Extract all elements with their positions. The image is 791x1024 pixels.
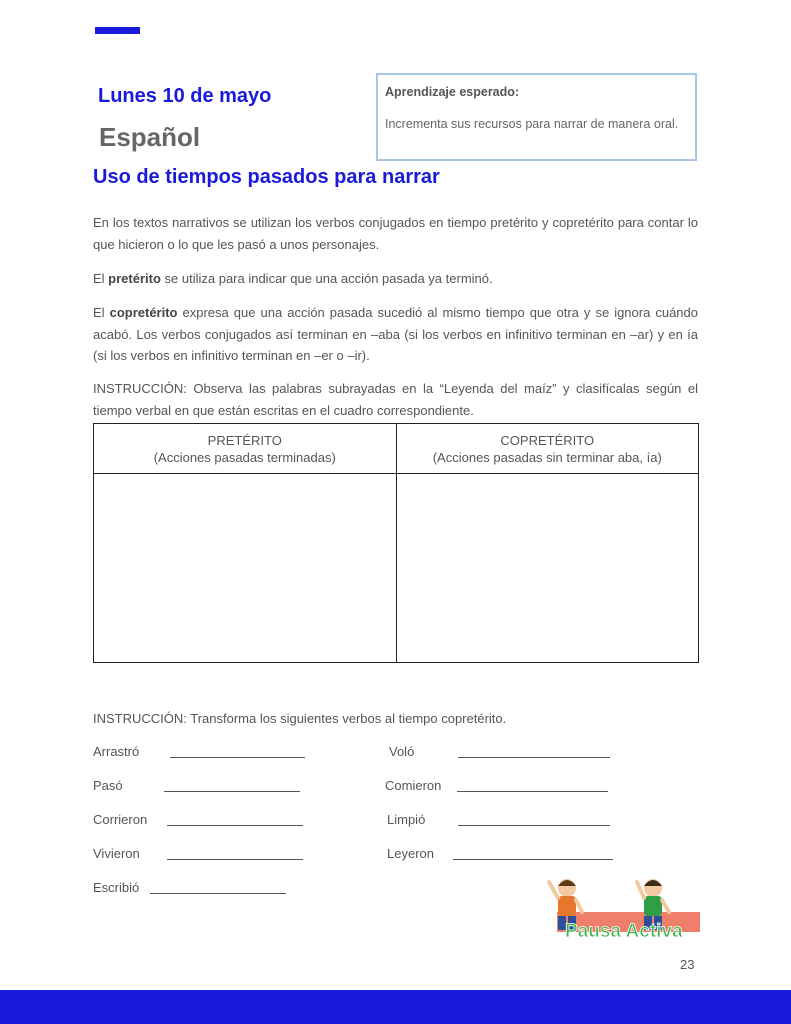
verb-label: Escribió xyxy=(93,880,140,895)
pausa-activa-image xyxy=(545,872,700,942)
pausa-activa-label: Pausa Activa xyxy=(565,921,683,942)
preterito-definition: se utiliza para indicar que una acción pasada ya terminó. xyxy=(160,271,493,286)
intro-paragraph: En los textos narrativos se utilizan los verbos conjugados en tiempo pretérito y copretérito para contar lo que hicieron o lo que les pasó a unos personajes. xyxy=(93,215,698,252)
verb-label: Arrastró xyxy=(93,744,140,759)
answer-line[interactable] xyxy=(457,791,608,792)
copreterito-header xyxy=(396,424,699,474)
top-accent-bar xyxy=(95,27,140,34)
verb-label: Comieron xyxy=(385,778,442,793)
lesson-title: Uso de tiempos pasados para narrar xyxy=(93,166,440,188)
preterito-header-subtitle: (Acciones pasadas terminadas) xyxy=(153,449,336,465)
answer-line[interactable] xyxy=(167,859,303,860)
preterito-prefix: El xyxy=(93,271,109,286)
answer-line[interactable] xyxy=(150,893,286,894)
copreterito-paragraph xyxy=(93,302,698,367)
page-number: 23 xyxy=(680,957,695,972)
subject-title: Español xyxy=(99,122,201,152)
bottom-footer-bar xyxy=(0,990,791,1024)
copreterito-header-subtitle: (Acciones pasadas sin terminar aba, ía) xyxy=(432,449,662,465)
answer-line[interactable] xyxy=(167,825,303,826)
classification-table xyxy=(93,423,699,663)
preterito-header-title: PRETÉRITO xyxy=(207,432,282,448)
answer-line[interactable] xyxy=(458,757,610,758)
preterito-paragraph xyxy=(93,268,698,290)
answer-line[interactable] xyxy=(164,791,300,792)
copreterito-header-title: COPRETÉRITO xyxy=(500,432,595,448)
aprendizaje-title: Aprendizaje esperado: xyxy=(385,85,520,99)
preterito-term: pretérito xyxy=(108,271,161,286)
verb-label: Limpió xyxy=(387,812,426,827)
copreterito-definition: expresa que una acción pasada sucedió al mismo tiempo que otra y se ignora cuándo acabó. Los verbos conjugados así terminan en –aba (si los verbos en infinitivo terminan en –ar) y en ía (si los verbos en infinitivo terminan en –er o –ir). xyxy=(93,305,699,363)
answer-line[interactable] xyxy=(170,757,305,758)
verb-label: Voló xyxy=(389,744,415,759)
verb-label: Corrieron xyxy=(93,812,148,827)
preterito-answer-cell[interactable] xyxy=(94,474,397,663)
instruction-transform: INSTRUCCIÓN: Transforma los siguientes verbos al tiempo copretérito. xyxy=(93,711,507,726)
copreterito-term: copretérito xyxy=(109,305,178,320)
aprendizaje-box xyxy=(376,73,697,161)
verb-label: Pasó xyxy=(93,778,123,793)
instruction-classify: INSTRUCCIÓN: Observa las palabras subrayadas en la “Leyenda del maíz” y clasifícalas según el tiempo verbal en que están escritas en el cuadro correspondiente. xyxy=(93,381,698,418)
copreterito-prefix: El xyxy=(93,305,110,320)
verb-label: Leyeron xyxy=(387,846,434,861)
copreterito-answer-cell[interactable] xyxy=(396,474,699,663)
answer-line[interactable] xyxy=(453,859,613,860)
preterito-header xyxy=(94,424,397,474)
verb-label: Vivieron xyxy=(93,846,140,861)
lesson-date: Lunes 10 de mayo xyxy=(98,85,272,107)
aprendizaje-body: Incrementa sus recursos para narrar de manera oral. xyxy=(385,117,679,131)
answer-line[interactable] xyxy=(458,825,610,826)
